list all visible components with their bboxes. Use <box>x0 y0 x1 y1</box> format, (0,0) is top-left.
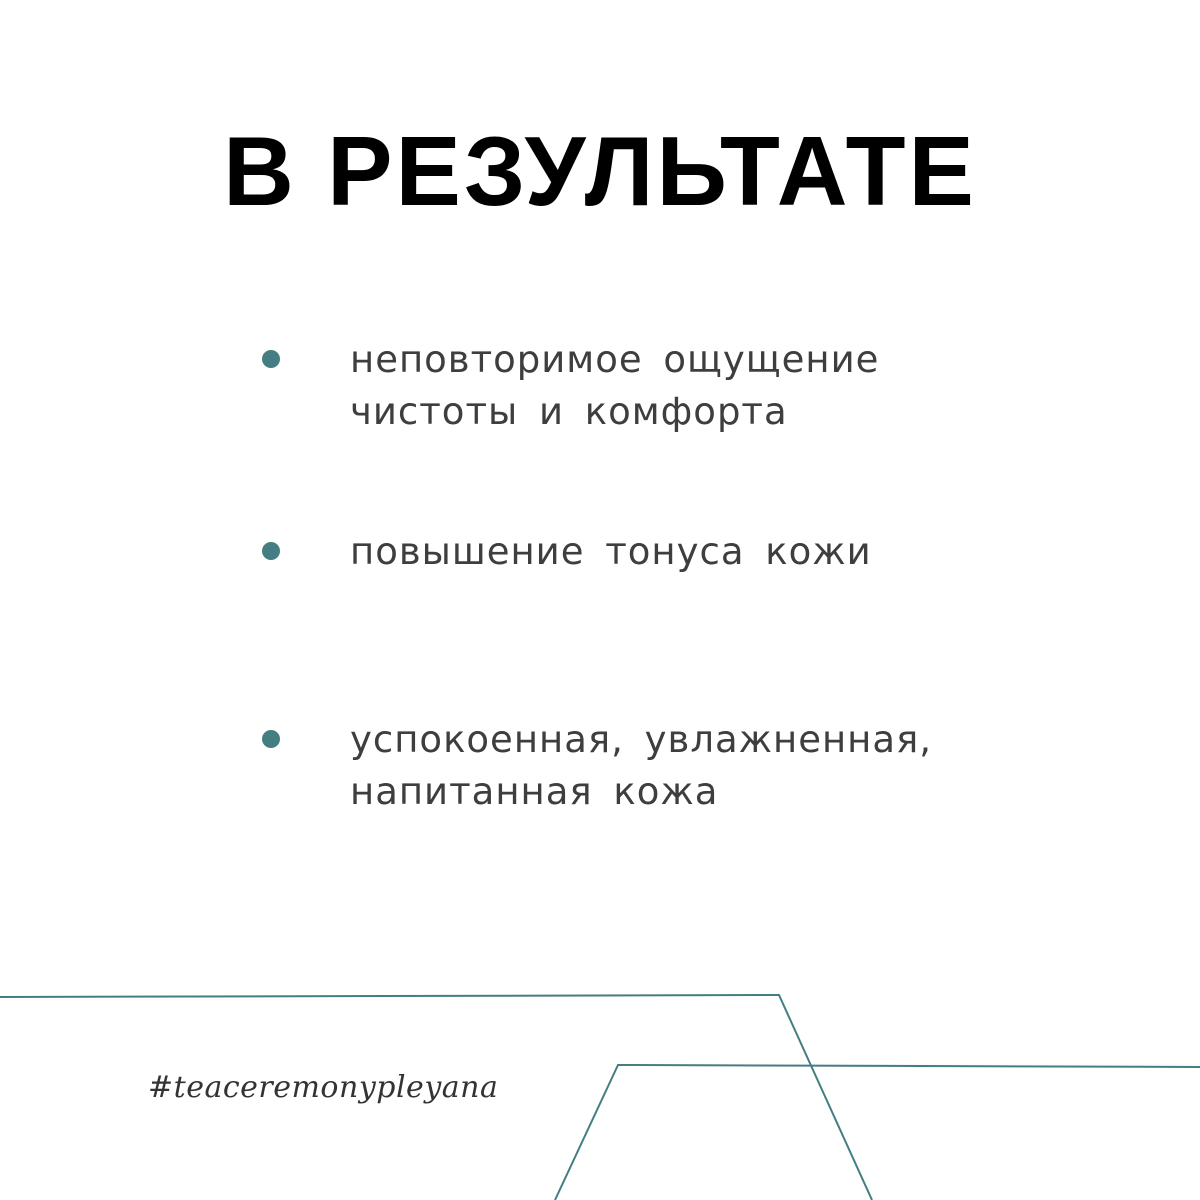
decor-line-lower <box>555 1065 1200 1200</box>
bullet-line: чистоты и комфорта <box>350 390 788 433</box>
bullet-line: повышение тонуса кожи <box>350 530 872 573</box>
page-title: В РЕЗУЛЬТАТЕ <box>223 116 977 226</box>
hashtag-label: #teaceremonypleyana <box>148 1070 499 1105</box>
bullet-line: успокоенная, увлажненная, <box>350 718 933 761</box>
bullet-line: неповторимое ощущение <box>350 338 880 381</box>
bullet-line: напитанная кожа <box>350 770 719 813</box>
